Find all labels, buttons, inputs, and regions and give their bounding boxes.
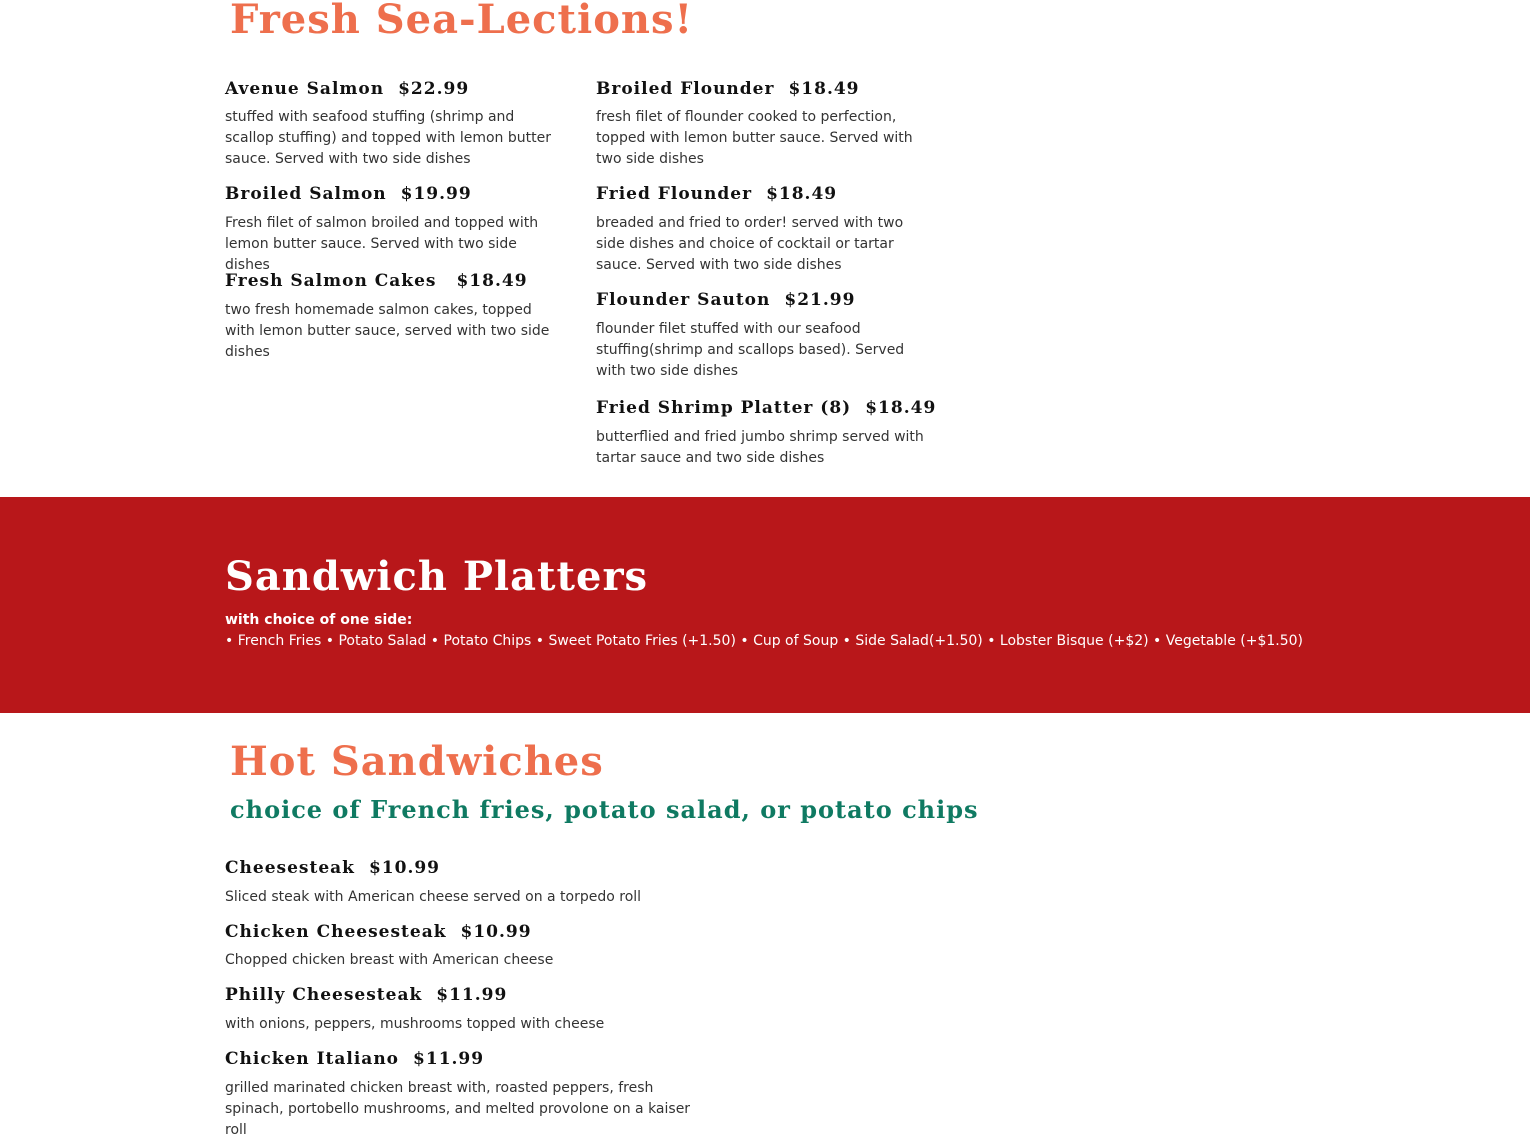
menu-item-name: Fresh Salmon Cakes: [225, 271, 437, 291]
sandwich-platters-sides: • French Fries • Potato Salad • Potato Chips • Sweet Potato Fries (+1.50) • Cup of Soup • Side Salad(+1.50) • Lobster Bisque (+$2) • Vegetable (+$1.50): [225, 633, 1303, 649]
seafood-left-item-2: [225, 184, 565, 276]
menu-item-title: [225, 79, 565, 99]
menu-item-description: grilled marinated chicken breast with, roasted peppers, fresh spinach, portobello mushrooms, and melted provolone on a kaiser roll: [225, 1080, 691, 1138]
menu-item-name: Chicken Italiano: [225, 1049, 400, 1069]
menu-item-title: [225, 985, 705, 1005]
menu-item-title: [225, 184, 565, 204]
menu-item-title: [225, 1049, 705, 1069]
menu-item-description: Sliced steak with American cheese served on a torpedo roll: [225, 889, 642, 905]
hot-sandwiches-title: Hot Sandwiches: [230, 738, 604, 785]
menu-item-price: $18.49: [456, 271, 528, 291]
sandwich-platters-subtitle: with choice of one side:: [225, 612, 413, 628]
menu-item-description: with onions, peppers, mushrooms topped with cheese: [225, 1016, 605, 1032]
menu-item-title: [225, 922, 705, 942]
menu-item-name: Broiled Flounder: [596, 79, 775, 99]
menu-item-description: two fresh homemade salmon cakes, topped with lemon butter sauce, served with two side dishes: [225, 302, 550, 360]
menu-item-title: [596, 184, 936, 204]
menu-item-price: $18.49: [766, 184, 838, 204]
seafood-left-column: [225, 79, 565, 170]
hot-item-2: [225, 922, 705, 971]
sandwich-platters-title: Sandwich Platters: [225, 553, 649, 600]
menu-item-price: $22.99: [398, 79, 470, 99]
menu-item-price: $10.99: [368, 858, 441, 878]
menu-item-name: Fried Flounder: [596, 184, 753, 204]
menu-item-title: [596, 290, 936, 310]
menu-item-description: fresh filet of flounder cooked to perfection, topped with lemon butter sauce. Served with two side dishes: [596, 109, 913, 167]
menu-item-price: $10.99: [460, 922, 532, 942]
menu-item-name: Flounder Sauton: [596, 290, 771, 310]
menu-item-price: $21.99: [784, 290, 856, 310]
menu-item-title: [596, 79, 936, 99]
menu-item-description: butterflied and fried jumbo shrimp served with tartar sauce and two side dishes: [596, 429, 924, 466]
menu-item-price: $18.49: [788, 79, 860, 99]
menu-item: [225, 79, 565, 170]
menu-item-name: Fried Shrimp Platter (8): [596, 398, 852, 418]
seafood-right-item-1: [596, 79, 936, 170]
menu-item-description: stuffed with seafood stuffing (shrimp and scallop stuffing) and topped with lemon butter sauce. Served with two side dishes: [225, 109, 551, 167]
menu-item-title: [596, 398, 936, 418]
menu-item-name: Chicken Cheesesteak: [225, 922, 447, 942]
menu-item-description: flounder filet stuffed with our seafood stuffing(shrimp and scallops based). Served with two side dishes: [596, 321, 905, 379]
menu-item-title: [225, 271, 565, 291]
menu-item-price: $11.99: [413, 1049, 485, 1069]
seafood-right-item-3: [596, 290, 936, 382]
menu-item-description: Chopped chicken breast with American cheese: [225, 952, 554, 968]
seafood-right-item-2: [596, 184, 936, 276]
sandwich-platters-banner: [0, 497, 1530, 713]
seafood-section: [0, 0, 1530, 497]
menu-item-title: [225, 858, 705, 878]
hot-item-1: [225, 858, 705, 908]
hot-sandwiches-subtitle: choice of French fries, potato salad, or potato chips: [230, 795, 979, 824]
menu-item-price: $19.99: [400, 184, 472, 204]
seafood-left-item-3: [225, 271, 565, 363]
menu-item-price: $11.99: [436, 985, 508, 1005]
hot-item-4: [225, 1049, 705, 1141]
menu-item-description: Fresh filet of salmon broiled and topped with lemon butter sauce. Served with two side dishes: [225, 215, 539, 273]
hot-item-3: [225, 985, 705, 1035]
menu-item-description: breaded and fried to order! served with two side dishes and choice of cocktail or tartar sauce. Served with two side dishes: [596, 215, 904, 273]
menu-item-name: Broiled Salmon: [225, 184, 387, 204]
seafood-right-item-4: [596, 398, 936, 469]
menu-item-name: Philly Cheesesteak: [225, 985, 423, 1005]
menu-item-name: Cheesesteak: [225, 858, 355, 878]
menu-item-price: $18.49: [865, 398, 937, 418]
menu-item-name: Avenue Salmon: [225, 79, 385, 99]
seafood-title: Fresh Sea-Lections!: [230, 0, 694, 43]
